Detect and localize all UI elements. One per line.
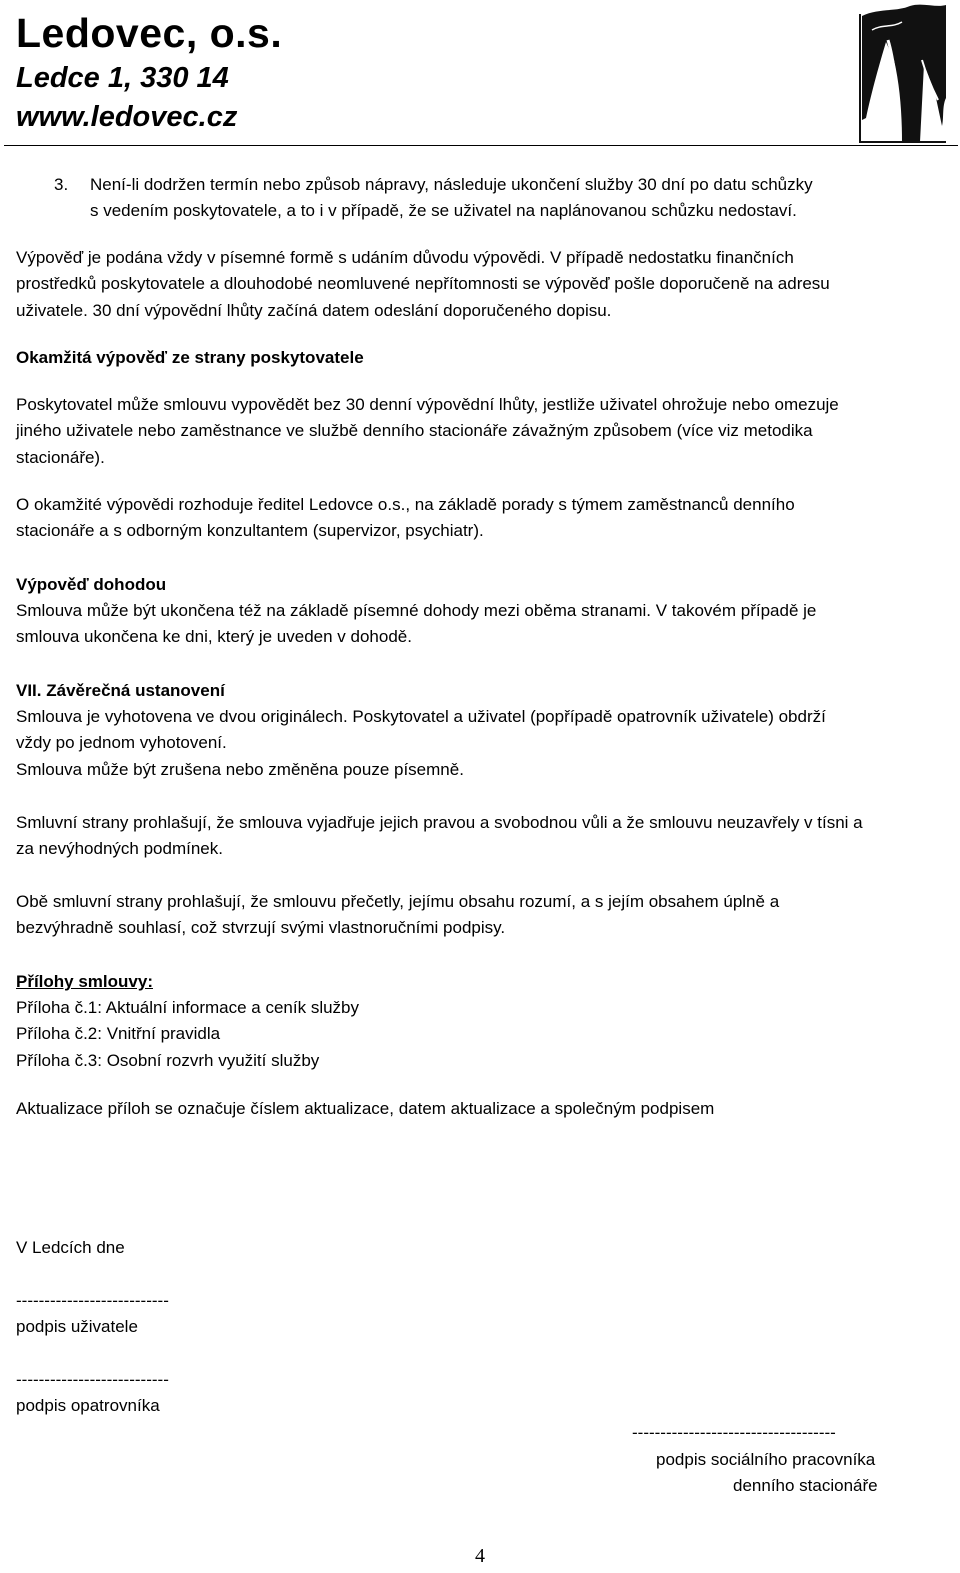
worker-signature-label-2: denního stacionáře (733, 1476, 878, 1495)
section-number: VII. (16, 681, 42, 700)
user-signature-label: podpis uživatele (16, 1317, 138, 1336)
paragraph-line: smlouva ukončena ke dni, který je uveden v dohodě. (16, 627, 412, 647)
paragraph-line: bezvýhradně souhlasí, což stvrzují svými vlastnoručními podpisy. (16, 918, 506, 938)
paragraph-line: Poskytovatel může smlouvu vypovědět bez 30 denní výpovědní lhůty, jestliže uživatel ohrožuje nebo omezuje (16, 395, 839, 414)
attachment-item: Příloha č.1: Aktuální informace a ceník služby (16, 998, 360, 1017)
agreement-paragraph (16, 598, 956, 651)
paragraph-line: vždy po jednom vyhotovení. (16, 733, 227, 753)
paragraph-line: za nevýhodných podmínek. (16, 839, 223, 859)
paragraph-line: uživatele. 30 dní výpovědní lhůty začíná datem odeslání doporučeného dopisu. (16, 300, 612, 320)
user-signature-line: --------------------------- (16, 1291, 169, 1310)
guardian-signature-line: --------------------------- (16, 1370, 169, 1389)
attachments-note: Aktualizace příloh se označuje číslem aktualizace, datem aktualizace a společným podpisem (16, 1099, 715, 1118)
declaration-paragraph-2 (16, 889, 956, 942)
place-date-line: V Ledcích dne (16, 1238, 125, 1257)
paragraph-line: stacionáře a s odborným konzultantem (supervizor, psychiatr). (16, 521, 484, 541)
organization-address: Ledce 1, 330 14 (16, 62, 229, 94)
organization-website: www.ledovec.cz (16, 101, 238, 133)
paragraph-line: O okamžité výpovědi rozhoduje ředitel Ledovce o.s., na základě porady s týmem zaměstnanců denního (16, 495, 795, 514)
final-paragraph (16, 704, 956, 783)
attachments-heading: Přílohy smlouvy: (16, 972, 153, 991)
ledovec-iceberg-logo-icon (858, 2, 948, 144)
attachments-list (16, 995, 956, 1074)
attachment-item: Příloha č.3: Osobní rozvrh využití služby (16, 1050, 320, 1070)
notice-paragraph (16, 245, 956, 324)
paragraph-line: Smlouva může být ukončena též na základě písemné dohody mezi oběma stranami. V takovém případě je (16, 601, 817, 620)
immediate-paragraph-2 (16, 492, 956, 545)
section-heading-final (16, 678, 225, 704)
paragraph-line: jiného uživatele nebo zaměstnance ve službě denního stacionáře závažným způsobem (více viz metodika (16, 421, 813, 441)
paragraph-line: Obě smluvní strany prohlašují, že smlouvu přečetly, jejímu obsahu rozumí, a s jejím obsahem úplně a (16, 892, 780, 911)
worker-signature-line: ------------------------------------ (632, 1423, 836, 1442)
item-line: Není-li dodržen termín nebo způsob nápravy, následuje ukončení služby 30 dní po datu schůzky (90, 175, 813, 194)
section-title: Závěrečná ustanovení (46, 681, 225, 700)
item-number: 3. (54, 175, 69, 194)
organization-name: Ledovec, o.s. (16, 10, 283, 56)
paragraph-line: Smlouva je vyhotovena ve dvou originálech. Poskytovatel a uživatel (popřípadě opatrovník uživatele) obdrží (16, 707, 826, 726)
paragraph-line: stacionáře). (16, 447, 105, 467)
guardian-signature-label: podpis opatrovníka (16, 1396, 160, 1415)
paragraph-line: Smlouva může být zrušena nebo změněna pouze písemně. (16, 759, 464, 779)
paragraph-line: prostředků poskytovatele a dlouhodobé neomluvené nepřítomnosti se výpověď pošle doporučeně na adresu (16, 274, 830, 294)
section-heading-immediate: Okamžitá výpověď ze strany poskytovatele (16, 348, 364, 367)
paragraph-line: Smluvní strany prohlašují, že smlouva vyjadřuje jejich pravou a svobodnou vůli a že smlouvu neuzavřely v tísni a (16, 813, 863, 832)
attachment-item: Příloha č.2: Vnitřní pravidla (16, 1024, 221, 1044)
header-divider (4, 145, 958, 146)
paragraph-line: Výpověď je podána vždy v písemné formě s udáním důvodu výpovědi. V případě nedostatku finančních (16, 248, 794, 267)
worker-signature-label-1: podpis sociálního pracovníka (656, 1450, 876, 1469)
item-line: s vedením poskytovatele, a to i v případě, že se uživatel na naplánovanou schůzku nedostaví. (90, 201, 797, 221)
immediate-paragraph-1 (16, 392, 956, 471)
declaration-paragraph-1 (16, 810, 956, 863)
section-heading-agreement: Výpověď dohodou (16, 575, 167, 594)
page-number: 4 (475, 1545, 485, 1567)
